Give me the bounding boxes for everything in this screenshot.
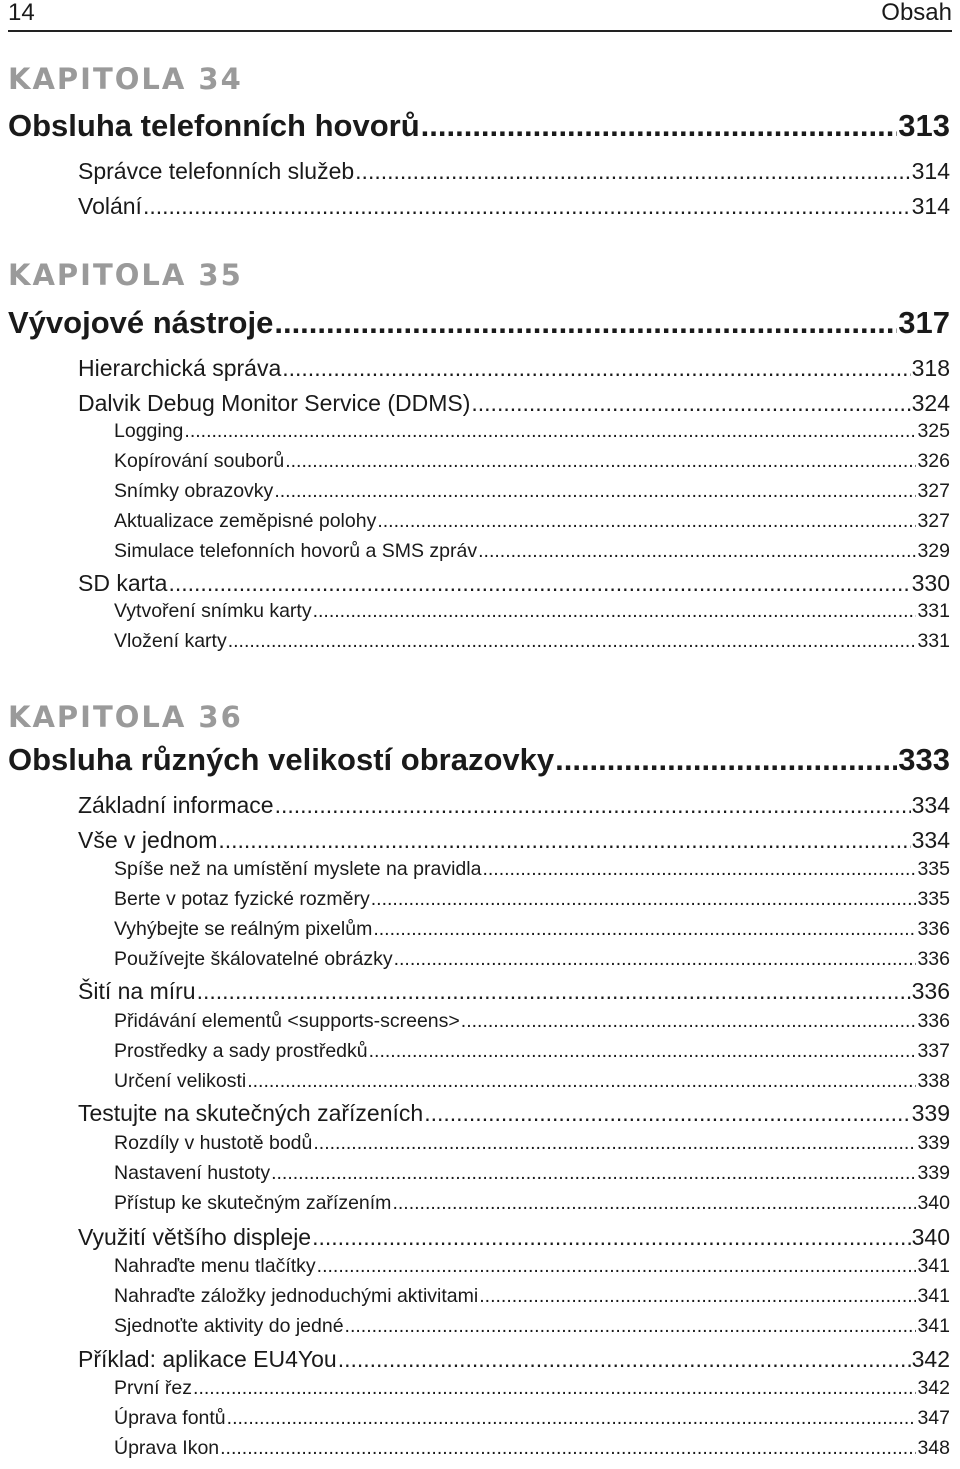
- dot-leader: [338, 1346, 911, 1373]
- subsection-entry: [114, 510, 950, 533]
- subsection-entry: [114, 1162, 950, 1185]
- section-entry: [78, 792, 950, 819]
- entry-page-number: 342: [911, 1346, 950, 1372]
- section-entry: [78, 827, 950, 854]
- section-entry: [78, 193, 950, 220]
- dot-leader: [394, 948, 917, 971]
- chapter-label: KAPITOLA 34: [8, 62, 243, 96]
- entry-title: Nahraďte menu tlačítky: [114, 1255, 316, 1277]
- dot-leader: [479, 1285, 916, 1308]
- entry-title: Sjednoťte aktivity do jedné: [114, 1315, 344, 1337]
- dot-leader: [247, 1070, 916, 1093]
- dot-leader: [227, 1407, 917, 1430]
- entry-page-number: 339: [917, 1132, 950, 1154]
- entry-title: Volání: [78, 193, 142, 219]
- entry-page-number: 342: [917, 1377, 950, 1399]
- entry-page-number: 336: [911, 978, 950, 1004]
- dot-leader: [168, 570, 910, 597]
- dot-leader: [220, 1437, 916, 1460]
- entry-title: Používejte škálovatelné obrázky: [114, 948, 393, 970]
- dot-leader: [313, 1132, 916, 1155]
- entry-title: Vložení karty: [114, 630, 227, 652]
- entry-page-number: 330: [911, 570, 950, 596]
- subsection-entry: [114, 858, 950, 881]
- entry-title: Přístup ke skutečným zařízením: [114, 1192, 392, 1214]
- dot-leader: [271, 1162, 916, 1185]
- dot-leader: [377, 510, 916, 533]
- subsection-entry: [114, 1377, 950, 1400]
- entry-page-number: 337: [917, 1040, 950, 1062]
- entry-page-number: 318: [911, 355, 950, 381]
- entry-title: Nastavení hustoty: [114, 1162, 271, 1184]
- subsection-entry: [114, 630, 950, 653]
- subsection-entry: [114, 948, 950, 971]
- section-entry: [78, 1346, 950, 1373]
- dot-leader: [355, 158, 910, 185]
- subsection-entry: [114, 1010, 950, 1033]
- dot-leader: [345, 1315, 917, 1338]
- entry-page-number: 334: [911, 792, 950, 818]
- subsection-entry: [114, 1040, 950, 1063]
- dot-leader: [285, 450, 916, 473]
- subsection-entry: [114, 1407, 950, 1430]
- entry-title: Aktualizace zeměpisné polohy: [114, 510, 377, 532]
- dot-leader: [317, 1255, 917, 1278]
- entry-page-number: 335: [917, 858, 950, 880]
- entry-title: Vyhýbejte se reálným pixelům: [114, 918, 373, 940]
- dot-leader: [218, 827, 910, 854]
- entry-title: Snímky obrazovky: [114, 480, 274, 502]
- entry-page-number: 324: [911, 390, 950, 416]
- entry-title: Dalvik Debug Monitor Service (DDMS): [78, 390, 471, 416]
- page-number: 14: [8, 0, 35, 26]
- entry-page-number: 341: [917, 1285, 950, 1307]
- entry-page-number: 340: [917, 1192, 950, 1214]
- entry-title: Nahraďte záložky jednoduchými aktivitami: [114, 1285, 479, 1307]
- dot-leader: [371, 888, 917, 911]
- entry-page-number: 317: [898, 305, 950, 340]
- subsection-entry: [114, 1132, 950, 1155]
- subsection-entry: [114, 450, 950, 473]
- entry-page-number: 327: [917, 510, 950, 532]
- entry-title: Prostředky a sady prostředků: [114, 1040, 368, 1062]
- chapter-label: KAPITOLA 35: [8, 258, 243, 292]
- section-entry: [78, 570, 950, 597]
- dot-leader: [197, 978, 911, 1005]
- chapter-title-entry: [8, 305, 950, 341]
- entry-title: Simulace telefonních hovorů a SMS zpráv: [114, 540, 478, 562]
- subsection-entry: [114, 1070, 950, 1093]
- entry-page-number: 327: [917, 480, 950, 502]
- subsection-entry: [114, 420, 950, 443]
- section-entry: [78, 390, 950, 417]
- entry-title: Určení velikosti: [114, 1070, 247, 1092]
- section-entry: [78, 1224, 950, 1251]
- section-entry: [78, 158, 950, 185]
- section-entry: [78, 355, 950, 382]
- entry-title: Obsluha různých velikostí obrazovky: [8, 742, 555, 777]
- subsection-entry: [114, 1255, 950, 1278]
- subsection-entry: [114, 1315, 950, 1338]
- entry-page-number: 336: [917, 1010, 950, 1032]
- entry-page-number: 348: [917, 1437, 950, 1459]
- entry-title: Příklad: aplikace EU4You: [78, 1346, 337, 1372]
- dot-leader: [313, 600, 917, 623]
- entry-title: Logging: [114, 420, 184, 442]
- dot-leader: [193, 1377, 916, 1400]
- subsection-entry: [114, 540, 950, 563]
- entry-page-number: 341: [917, 1315, 950, 1337]
- entry-title: Vývojové nástroje: [8, 305, 274, 340]
- entry-page-number: 335: [917, 888, 950, 910]
- subsection-entry: [114, 888, 950, 911]
- dot-leader: [421, 108, 898, 144]
- entry-title: Správce telefonních služeb: [78, 158, 355, 184]
- entry-page-number: 329: [917, 540, 950, 562]
- entry-title: Šití na míru: [78, 978, 196, 1004]
- dot-leader: [482, 858, 916, 881]
- header-title: Obsah: [881, 0, 952, 26]
- dot-leader: [555, 742, 897, 778]
- entry-page-number: 314: [911, 158, 950, 184]
- entry-page-number: 341: [917, 1255, 950, 1277]
- chapter-label: KAPITOLA 36: [8, 700, 243, 734]
- entry-page-number: 339: [911, 1100, 950, 1126]
- entry-title: Kopírování souborů: [114, 450, 285, 472]
- entry-page-number: 339: [917, 1162, 950, 1184]
- dot-leader: [228, 630, 917, 653]
- entry-page-number: 338: [917, 1070, 950, 1092]
- dot-leader: [274, 305, 897, 341]
- entry-title: Úprava Ikon: [114, 1437, 220, 1459]
- subsection-entry: [114, 1192, 950, 1215]
- dot-leader: [312, 1224, 911, 1251]
- entry-title: Berte v potaz fyzické rozměry: [114, 888, 370, 910]
- entry-page-number: 340: [911, 1224, 950, 1250]
- entry-page-number: 314: [911, 193, 950, 219]
- section-entry: [78, 1100, 950, 1127]
- dot-leader: [282, 355, 910, 382]
- entry-title: Přidávání elementů <supports-screens>: [114, 1010, 460, 1032]
- entry-title: Testujte na skutečných zařízeních: [78, 1100, 424, 1126]
- entry-page-number: 347: [917, 1407, 950, 1429]
- dot-leader: [461, 1010, 917, 1033]
- entry-page-number: 331: [917, 630, 950, 652]
- dot-leader: [143, 193, 911, 220]
- entry-title: Vše v jednom: [78, 827, 218, 853]
- entry-title: Vytvoření snímku karty: [114, 600, 312, 622]
- dot-leader: [471, 390, 910, 417]
- subsection-entry: [114, 918, 950, 941]
- entry-title: Úprava fontů: [114, 1407, 226, 1429]
- entry-title: Obsluha telefonních hovorů: [8, 108, 420, 143]
- chapter-title-entry: [8, 108, 950, 144]
- dot-leader: [373, 918, 916, 941]
- entry-page-number: 334: [911, 827, 950, 853]
- entry-title: Rozdíly v hustotě bodů: [114, 1132, 313, 1154]
- entry-title: Hierarchická správa: [78, 355, 282, 381]
- dot-leader: [369, 1040, 917, 1063]
- subsection-entry: [114, 480, 950, 503]
- entry-page-number: 326: [917, 450, 950, 472]
- entry-page-number: 325: [917, 420, 950, 442]
- entry-page-number: 336: [917, 948, 950, 970]
- page-header: [8, 0, 952, 32]
- dot-leader: [424, 1100, 910, 1127]
- entry-title: Využití většího displeje: [78, 1224, 312, 1250]
- dot-leader: [275, 792, 911, 819]
- entry-title: První řez: [114, 1377, 193, 1399]
- dot-leader: [184, 420, 916, 443]
- section-entry: [78, 978, 950, 1005]
- subsection-entry: [114, 1285, 950, 1308]
- subsection-entry: [114, 1437, 950, 1460]
- entry-page-number: 336: [917, 918, 950, 940]
- subsection-entry: [114, 600, 950, 623]
- entry-title: SD karta: [78, 570, 168, 596]
- dot-leader: [478, 540, 916, 563]
- dot-leader: [274, 480, 916, 503]
- chapter-title-entry: [8, 742, 950, 778]
- entry-page-number: 313: [898, 108, 950, 143]
- dot-leader: [392, 1192, 916, 1215]
- entry-title: Spíše než na umístění myslete na pravidla: [114, 858, 482, 880]
- entry-title: Základní informace: [78, 792, 274, 818]
- entry-page-number: 331: [917, 600, 950, 622]
- entry-page-number: 333: [898, 742, 950, 777]
